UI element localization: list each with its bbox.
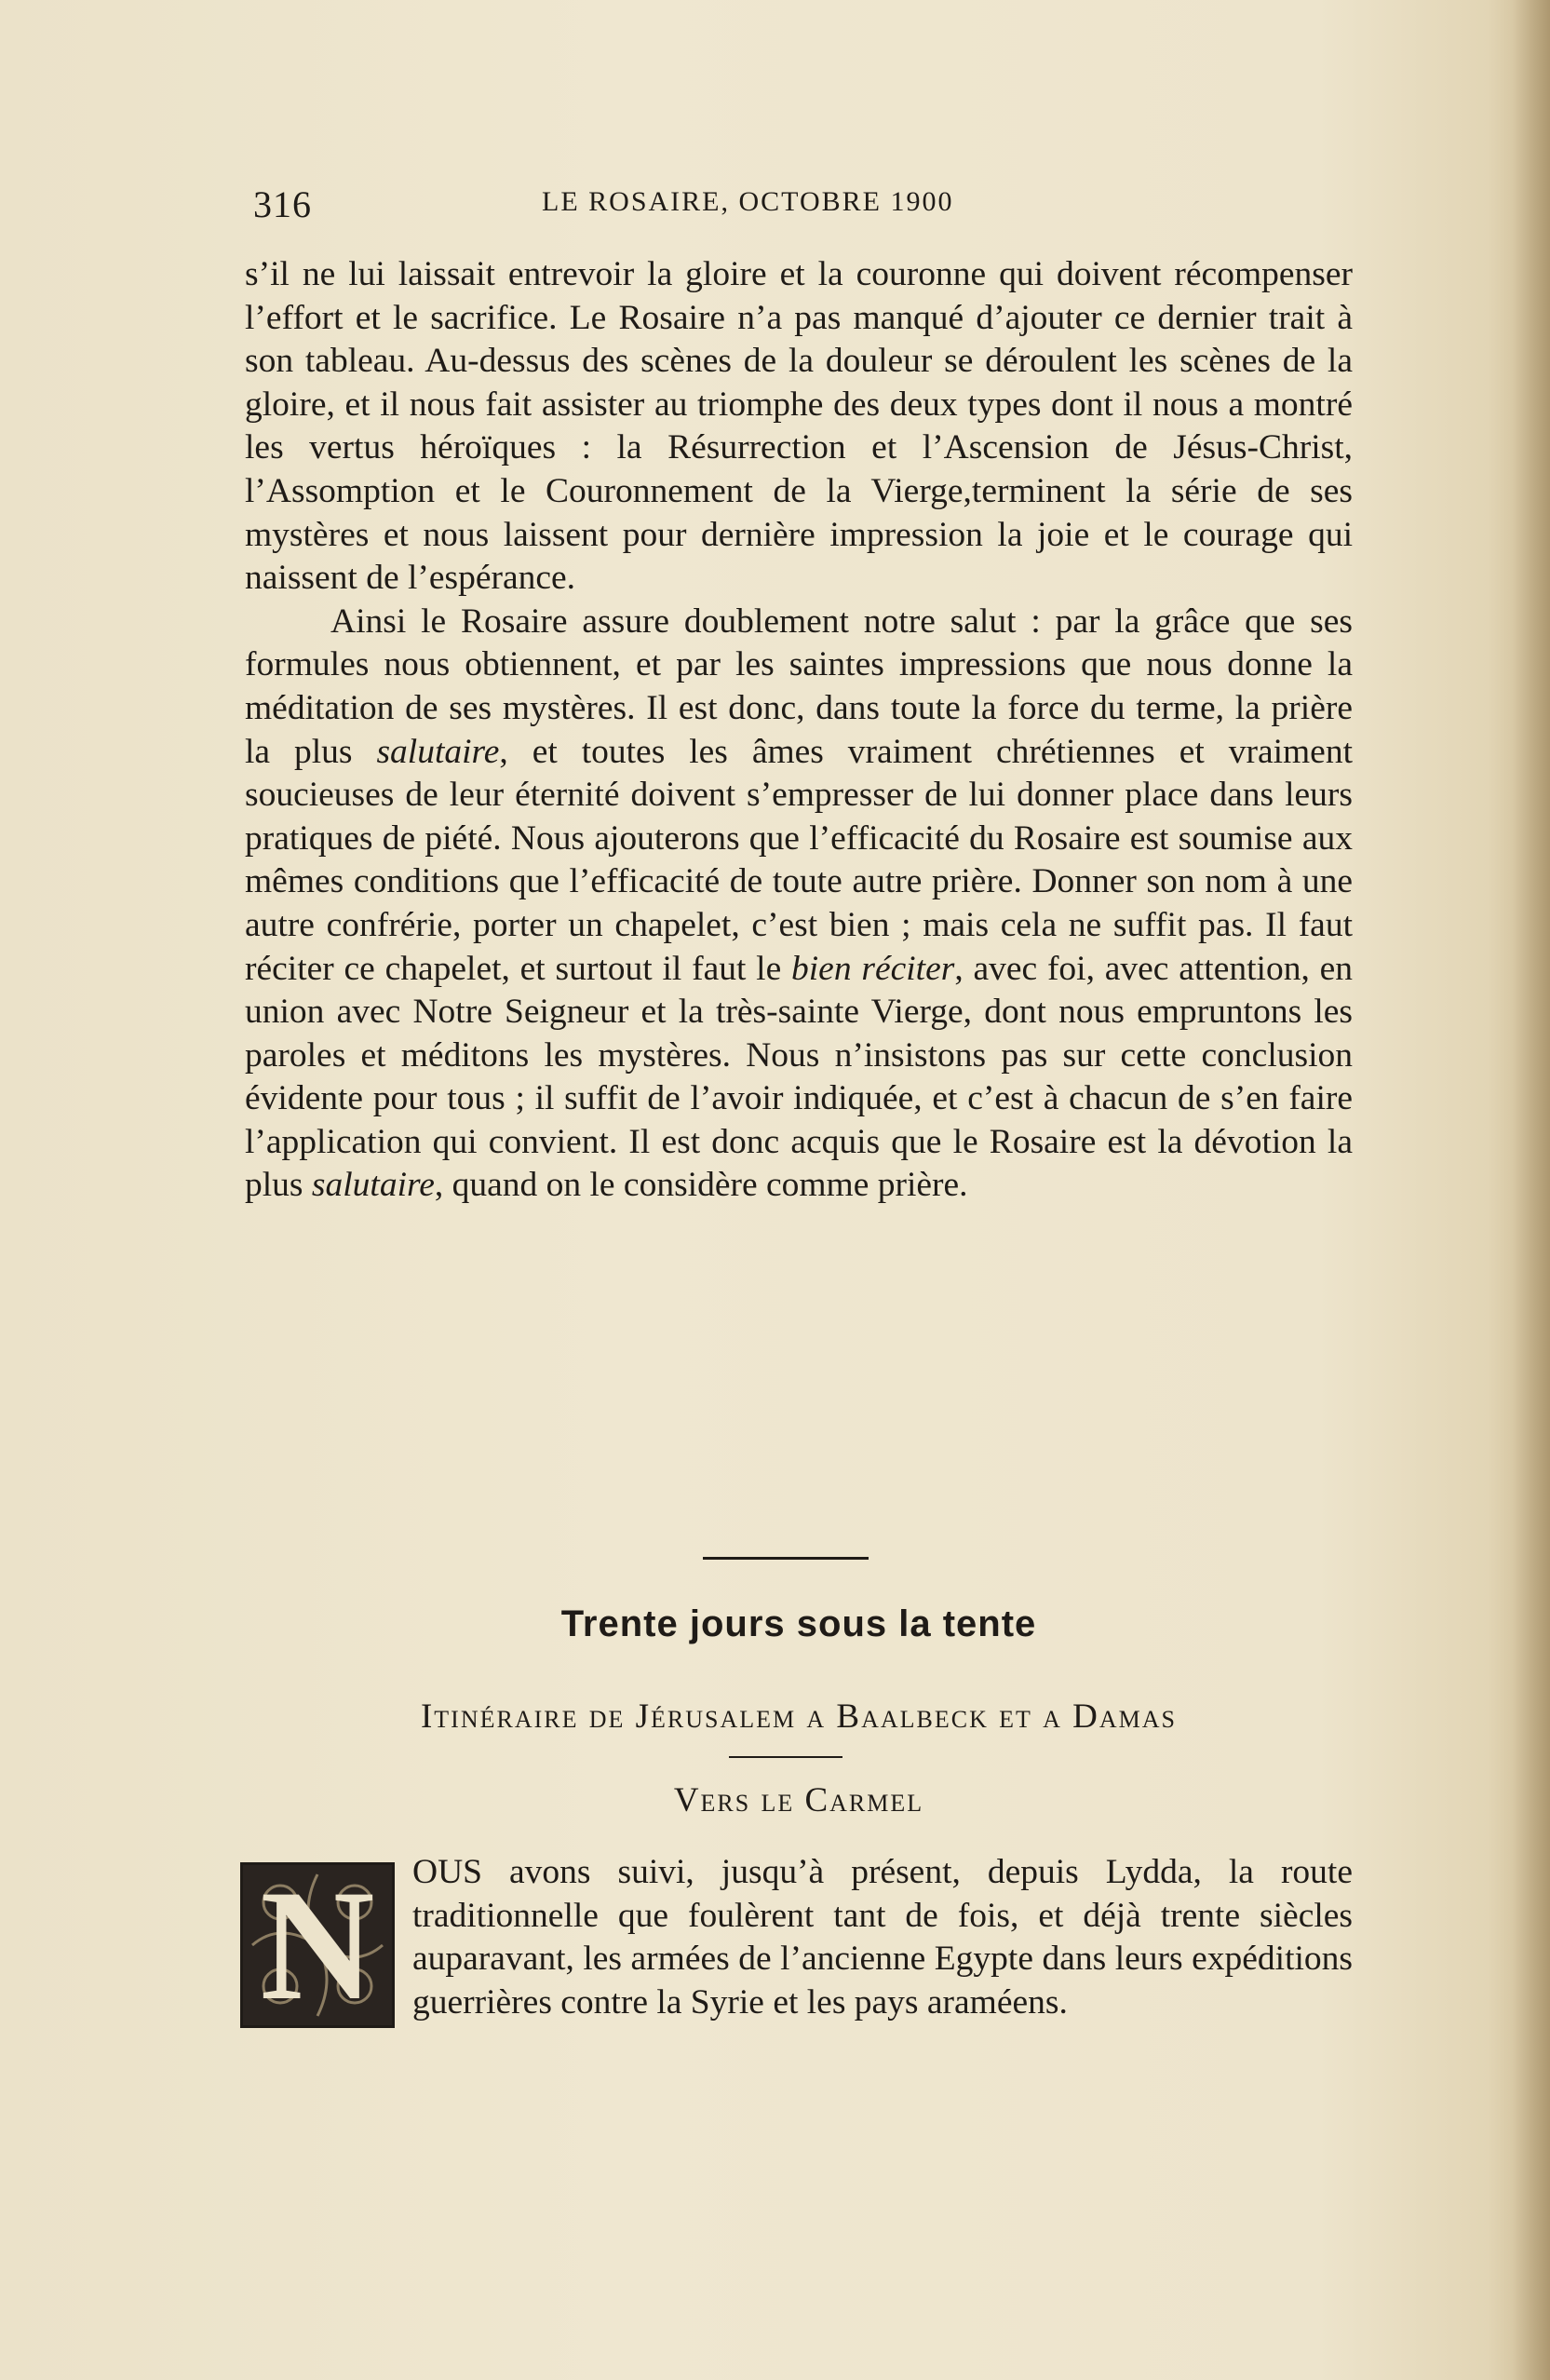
chapter-title: Vers le Carmel	[673, 1781, 924, 1819]
subtitle-divider	[729, 1756, 842, 1758]
page-edge-shadow	[1513, 0, 1550, 2380]
dropcap-space	[245, 1851, 412, 2033]
intro-text: OUS avons suivi, jusqu’à présent, depuis Lydda, la route traditionnelle que foulèrent tant de fois, et déjà trente siècles auparavant, les armées de l’ancienne Egypte dans leurs expéditions guerrières contre la Syrie et les pays araméens.	[412, 1853, 1353, 2022]
paragraph-2	[245, 601, 1353, 1208]
emphasis-salutaire-2: salutaire	[311, 1166, 435, 1205]
paragraph-2-part-b: , et toutes les âmes vraiment chrétiennes et vraiment soucieuses de leur éternité doivent s’empresser de lui donner place dans leurs pratiques de piété. Nous ajouterons que l’efficacité du Rosaire est soumise aux mêmes conditions que l’efficacité de toute autre prière. Donner son nom à une autre confrérie, porter un chapelet, c’est bien ; mais cela ne suffit pas. Il faut réciter ce chapelet, et surtout il faut le	[245, 732, 1353, 988]
paragraph-2-part-d: , quand on le considère comme prière.	[434, 1166, 968, 1205]
paragraph-1: s’il ne lui laissait entrevoir la gloire et la couronne qui doivent récompenser l’effort et le sacrifice. Le Rosaire n’a pas manqué d’ajouter ce dernier trait à son tableau. Au-dessus des scènes de la douleur se déroulent les scènes de la gloire, et il nous fait assister au triomphe des deux types dont il nous a montré les vertus héroïques : la Résurrection et l’Ascension de Jésus-Christ, l’Assomption et le Couronnement de la Vierge,terminent la série de ses mystères et nous laissent pour dernière impression la joie et le courage qui naissent de l’espérance.	[245, 255, 1353, 598]
emphasis-salutaire-1: salutaire	[376, 732, 500, 771]
paragraph-2-part-a: Ainsi le Rosaire assure doublement notre salut : par la grâce que ses formules nous obtiennent, et par les saintes impressions que nous donne la méditation de ses mystères. Il est donc, dans toute la force du terme, la prière la plus	[245, 602, 1353, 771]
section-title: Trente jours sous la tente	[560, 1603, 1037, 1644]
section-divider	[703, 1557, 869, 1560]
body-text	[245, 253, 1353, 1208]
dropcap-letter: N	[260, 1858, 375, 2033]
running-head: LE ROSAIRE, OCTOBRE 1900	[542, 186, 954, 217]
intro-paragraph	[245, 1851, 1353, 2033]
paragraph-2-part-c: , avec foi, avec attention, en union avec Notre Seigneur et la très-sainte Vierge, dont nous empruntons les paroles et méditons les mystères. Nous n’insistons pas sur cette conclusion évidente pour tous ; il suffit de l’avoir indiquée, et c’est à chacun de s’en faire l’application qui convient. Il est donc acquis que le Rosaire est la dévotion la plus	[245, 949, 1353, 1205]
page-number: 316	[253, 183, 312, 225]
page-header	[253, 183, 1352, 231]
section-subtitle: Itinéraire de Jérusalem a Baalbeck et a Damas	[420, 1697, 1178, 1736]
emphasis-bien-reciter: bien réciter	[791, 949, 955, 988]
